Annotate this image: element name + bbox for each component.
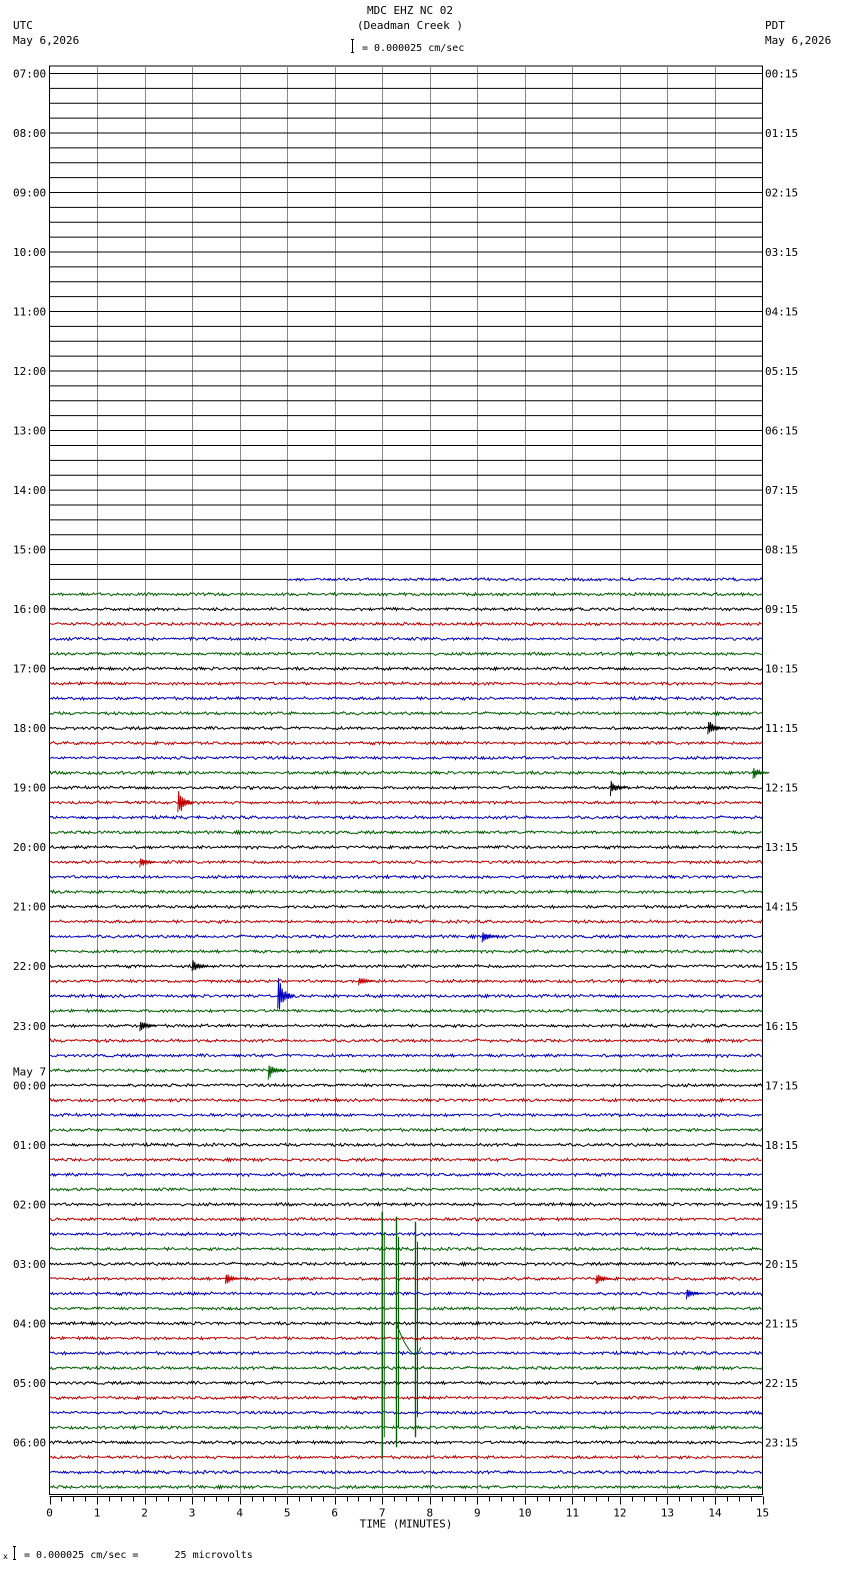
seismic-trace: [50, 1039, 763, 1042]
pdt-hour-label: 00:15: [765, 67, 799, 81]
pdt-hour-label: 09:15: [765, 603, 799, 617]
seismic-trace: [50, 622, 763, 625]
utc-hour-label: 08:00: [13, 126, 47, 140]
utc-hour-label: 03:00: [13, 1257, 47, 1271]
seismic-trace: [50, 682, 763, 685]
seismic-trace: [50, 1203, 763, 1206]
seismic-trace: [50, 994, 763, 997]
event-burst: [278, 978, 294, 1009]
seismic-trace: [50, 1024, 763, 1027]
pdt-hour-label: 19:15: [765, 1198, 799, 1212]
seismic-trace: [50, 1352, 763, 1355]
event-burst: [192, 960, 208, 971]
seismic-trace: [50, 712, 763, 715]
plot-frame: [50, 66, 763, 1494]
pdt-hour-label: 07:15: [765, 484, 799, 498]
utc-hour-label: 16:00: [13, 603, 47, 617]
seismic-trace: [50, 1233, 763, 1236]
seismic-trace: [50, 1054, 763, 1057]
seismic-trace: [50, 1113, 763, 1116]
seismic-trace: [50, 1277, 763, 1280]
utc-date: May 6,2026: [13, 34, 80, 47]
x-tick-label: 3: [188, 1506, 196, 1520]
pdt-hour-label: 20:15: [765, 1257, 799, 1271]
seismic-trace: [50, 1471, 763, 1474]
seismic-trace: [50, 1173, 763, 1176]
seismic-trace: [50, 756, 763, 759]
seismic-trace: [50, 1411, 763, 1414]
seismic-trace: [50, 980, 763, 983]
seismic-trace: [50, 846, 763, 849]
x-axis-title: TIME (MINUTES): [359, 1517, 453, 1531]
x-tick-label: 10: [518, 1506, 532, 1520]
pdt-hour-label: 16:15: [765, 1019, 799, 1033]
seismic-trace: [50, 875, 763, 878]
x-tick-label: 13: [660, 1506, 675, 1520]
seismic-trace: [50, 1456, 763, 1459]
seismic-trace: [50, 920, 763, 923]
utc-hour-label: 21:00: [13, 900, 47, 914]
seismic-trace: [50, 1381, 763, 1384]
seismic-trace: [50, 1322, 763, 1325]
seismic-trace: [50, 816, 763, 819]
utc-hour-label: 22:00: [13, 960, 47, 974]
x-tick-label: 12: [613, 1506, 627, 1520]
scale-text: = 0.000025 cm/sec: [362, 43, 465, 54]
x-tick-label: 6: [331, 1506, 339, 1520]
pdt-hour-label: 22:15: [765, 1376, 799, 1390]
x-tick-label: 1: [93, 1506, 101, 1520]
x-tick-label: 14: [708, 1506, 722, 1520]
seismic-trace: [50, 1247, 763, 1250]
seismic-trace: [50, 697, 763, 700]
seismic-trace: [50, 593, 763, 596]
seismic-trace: [50, 1486, 763, 1489]
seismic-trace: [50, 741, 763, 744]
utc-hour-label: 10:00: [13, 246, 47, 259]
seismic-trace: [50, 1099, 763, 1102]
pdt-hour-label: 17:15: [765, 1079, 799, 1093]
utc-label: UTC: [13, 19, 33, 32]
station-title: MDC EHZ NC 02: [366, 4, 454, 17]
utc-hour-label: 19:00: [13, 781, 47, 795]
utc-hour-label: 02:00: [13, 1198, 47, 1212]
seismic-trace: [287, 578, 762, 581]
pdt-hour-label: 15:15: [765, 960, 799, 974]
seismic-trace: [50, 771, 763, 774]
seismic-trace: [50, 637, 763, 640]
seismic-trace: [50, 1069, 763, 1072]
event-burst: [140, 1022, 156, 1031]
seismic-trace: [50, 1143, 763, 1146]
seismic-trace: [50, 905, 763, 908]
seismic-trace: [50, 1396, 763, 1399]
x-tick-label: 9: [473, 1506, 481, 1520]
utc-hour-label: 00:00: [13, 1079, 47, 1093]
event-burst: [686, 1290, 702, 1300]
x-tick-label: 2: [141, 1506, 148, 1520]
utc-hour-label: 12:00: [13, 365, 47, 379]
x-tick-label: 8: [426, 1506, 434, 1520]
seismic-trace: [50, 1441, 763, 1444]
seismic-trace: [50, 608, 763, 611]
seismic-trace: [50, 727, 763, 730]
seismic-trace: [50, 1218, 763, 1221]
seismic-trace: [50, 1009, 763, 1012]
seismic-trace: [50, 786, 763, 789]
event-burst: [359, 979, 375, 986]
x-tick-label: 11: [565, 1506, 579, 1520]
footer-scale-text: = 0.000025 cm/sec = 25 microvolts: [24, 1550, 253, 1561]
seismic-trace: [50, 935, 763, 938]
pdt-hour-label: 05:15: [765, 365, 799, 379]
seismic-trace: [50, 1307, 763, 1310]
pdt-hour-label: 03:15: [765, 246, 799, 259]
pdt-label: PDT: [765, 19, 785, 32]
utc-hour-label: 01:00: [13, 1138, 47, 1152]
pdt-hour-label: 21:15: [765, 1317, 799, 1331]
pdt-hour-label: 01:15: [765, 126, 799, 140]
utc-hour-label: 09:00: [13, 186, 47, 200]
utc-hour-label: 20:00: [13, 841, 47, 855]
utc-hour-label: 13:00: [13, 424, 47, 438]
x-tick-label: 7: [378, 1506, 386, 1520]
seismic-trace: [50, 801, 763, 804]
utc-hour-label: 23:00: [13, 1019, 47, 1033]
seismic-trace: [50, 1337, 763, 1340]
pdt-hour-label: 02:15: [765, 186, 799, 200]
event-burst: [482, 932, 498, 942]
pdt-hour-label: 11:15: [765, 722, 799, 736]
pdt-hour-label: 06:15: [765, 424, 799, 438]
utc-hour-label: 17:00: [13, 662, 47, 676]
pdt-hour-label: 10:15: [765, 662, 799, 676]
utc-hour-label: 04:00: [13, 1317, 47, 1331]
seismic-trace: [50, 667, 763, 670]
seismic-trace: [50, 1084, 763, 1087]
seismic-trace: [50, 1292, 763, 1295]
utc-hour-label: 07:00: [13, 67, 47, 81]
utc-hour-label: 05:00: [13, 1376, 47, 1390]
pdt-hour-label: 13:15: [765, 841, 799, 855]
seismic-trace: [50, 950, 763, 953]
seismic-trace: [50, 1426, 763, 1429]
x-tick-label: 5: [283, 1506, 291, 1520]
event-burst: [268, 1066, 284, 1080]
event-burst: [610, 781, 626, 796]
x-tick-label: 15: [755, 1506, 770, 1520]
pdt-hour-label: 14:15: [765, 900, 799, 914]
seismic-trace: [50, 831, 763, 834]
x-tick-label: 4: [236, 1506, 243, 1520]
utc-hour-label: 15:00: [13, 543, 47, 557]
utc-hour-label: 11:00: [13, 305, 47, 319]
pdt-hour-label: 04:15: [765, 305, 799, 319]
pdt-hour-label: 08:15: [765, 543, 799, 557]
utc-hour-label: 14:00: [13, 484, 47, 498]
x-tick-label: 0: [46, 1506, 53, 1520]
pdt-hour-label: 23:15: [765, 1436, 799, 1450]
pdt-hour-label: 18:15: [765, 1138, 799, 1152]
utc-hour-label: 18:00: [13, 722, 47, 736]
seismic-trace: [50, 1128, 763, 1131]
seismic-trace: [50, 860, 763, 863]
station-location: (Deadman Creek ): [357, 19, 463, 32]
footer-marker: x: [3, 1552, 8, 1561]
utc-hour-label: 06:00: [13, 1436, 47, 1450]
pdt-hour-label: 12:15: [765, 781, 799, 795]
seismic-trace: [50, 1262, 763, 1265]
seismic-trace: [50, 1188, 763, 1191]
seismic-trace: [50, 1158, 763, 1161]
utc-date-change-label: May 7: [13, 1065, 47, 1079]
pdt-date: May 6,2026: [765, 34, 832, 47]
seismic-trace: [50, 652, 763, 655]
event-burst: [178, 791, 194, 812]
seismic-trace: [50, 1366, 763, 1369]
seismic-trace: [50, 965, 763, 968]
seismic-trace: [50, 890, 763, 893]
